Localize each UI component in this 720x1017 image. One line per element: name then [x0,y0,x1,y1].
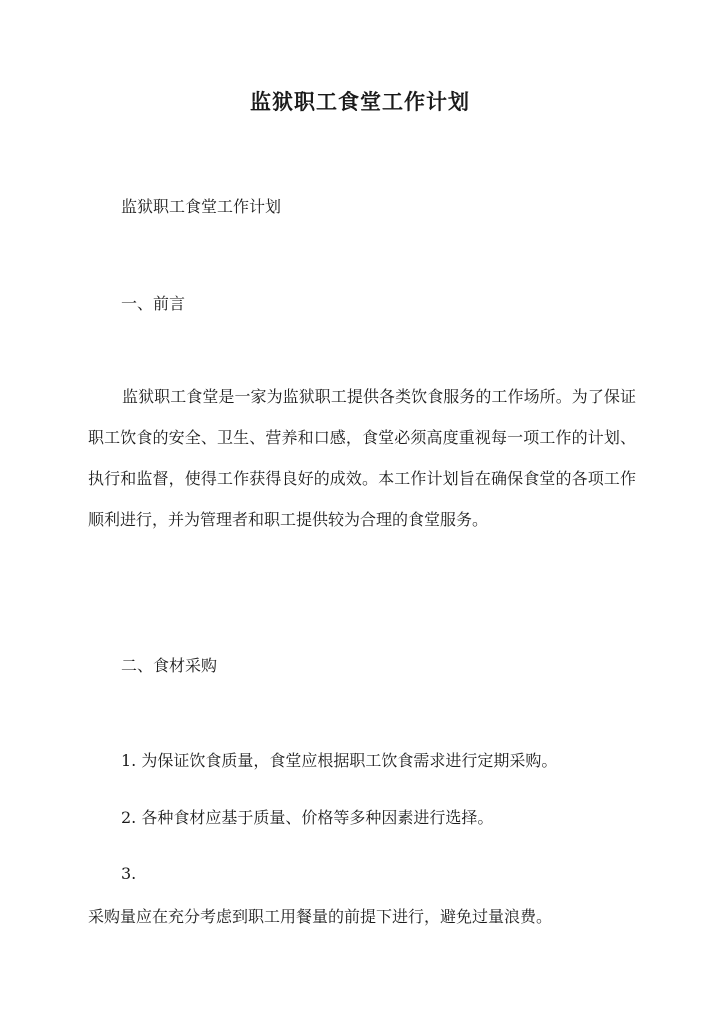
document-title: 监狱职工食堂工作计划 [250,89,470,114]
section-heading-preface: 一、前言 [121,294,186,313]
preface-paragraph: 监狱职工食堂是一家为监狱职工提供各类饮食服务的工作场所。为了保证职工饮食的安全、卫生、营养和口感，食堂必须高度重视每一项工作的计划、执行和监督，使得工作获得良好的成效。本工作计划旨在确保食堂的各项工作顺利进行，并为管理者和职工提供较为合理的食堂服务。 [88,387,636,529]
list-item: 3. [121,864,137,883]
section-heading-procurement: 二、食材采购 [121,656,218,675]
list-item: 2. 各种食材应基于质量、价格等多种因素进行选择。 [121,808,494,827]
document-subtitle: 监狱职工食堂工作计划 [121,197,282,216]
list-item-continuation: 采购量应在充分考虑到职工用餐量的前提下进行，避免过量浪费。 [88,907,553,926]
list-item: 1. 为保证饮食质量，食堂应根据职工饮食需求进行定期采购。 [121,751,558,770]
